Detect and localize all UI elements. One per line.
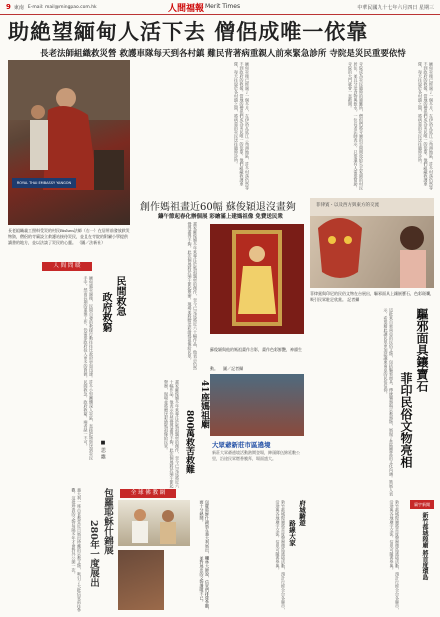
buddhist-photo bbox=[118, 500, 190, 546]
festival-body: 新莊大眾爺遶境活動熱鬧登場，陣頭隊伍綿延數公里，沿途民眾燃香膜拜，場面盛大。 bbox=[212, 450, 300, 461]
art-subhead: 鑄午節起春化辦個展 彩繪滿上建媽祖像 免費送民衆 bbox=[158, 214, 283, 220]
sidebar-headline-2: 政府救窮 bbox=[100, 292, 111, 332]
monk-photo-art bbox=[8, 60, 130, 225]
art-caption-box bbox=[210, 336, 304, 371]
mazu-painting-art bbox=[210, 224, 304, 334]
masthead bbox=[0, 0, 440, 15]
festival-photo bbox=[210, 374, 304, 436]
bottom-tag: 廟宇新聞 bbox=[410, 500, 434, 509]
mask-caption bbox=[310, 291, 434, 303]
buddhist-body: 義大利一座古老教堂近日展出珍藏的宗教文物，吸引了大批信眾前往參觀，這批珍貴的文物每隔多年才會對外公開一次。 bbox=[71, 488, 82, 612]
monk-photo bbox=[8, 60, 130, 225]
main-headline: 助絶望緬甸人活下去 僧侶成唯一依靠 bbox=[8, 19, 369, 44]
bottom-body-2: 新竹都城隍廟將首度舉辦環島遶境活動，預計行經全台各縣市，沿途與各地廟宇交流，信眾可隨香參與。 bbox=[389, 500, 400, 612]
sidebar-author: ■ 思 維 bbox=[100, 440, 106, 460]
email-link[interactable]: E-mail: mail@mingpao.com.hk bbox=[27, 4, 97, 10]
newspaper-logo-sub: Merit Times bbox=[205, 3, 241, 10]
art-side-head-2: 800萬救苦救難 bbox=[184, 410, 194, 474]
sidebar-headline-1: 民間救急 bbox=[114, 276, 125, 316]
page-number: 9 bbox=[6, 3, 11, 11]
festival-headline: 大眾爺新莊市區遶境 bbox=[212, 441, 271, 449]
art-body-2: 畫家蘇俊穎多年來專注於媽祖題材的創作，至今已完成將近六十幅作品，他表示仍然覺得畫得不夠。此次個展將於端午節起舉辦，現場並將贈送彩繪媽祖像給民眾。 bbox=[164, 380, 180, 488]
newspaper-logo: 人間福報 bbox=[168, 4, 205, 14]
art-headline: 創作媽祖畫近60幅 蘇俊穎退沒畫夠 bbox=[140, 202, 296, 213]
bottom-body: 新竹都城隍廟將首度舉辦環島遶境活動，預計行經全台各縣市，沿途與各地廟宇交流，信眾可隨香參與。 bbox=[275, 500, 286, 612]
art-body-1: 畫家蘇俊穎多年來專注於媽祖題材的創作，至今已完成將近六十幅作品，他表示仍然覺得畫得不夠。此次個展將於端午節起舉辦，現場並將贈送彩繪媽祖像給民眾。 bbox=[187, 222, 198, 370]
mazu-painting-photo bbox=[210, 224, 304, 334]
section-name: 東南 bbox=[13, 4, 24, 11]
mask-headline-1: 驅邪面具鑲寶石 bbox=[415, 308, 429, 392]
buddhist-caption: 包羅耶穌什錦展在義大利展出，場面十分熱鬧。 bbox=[199, 500, 210, 560]
buddhist-caption-2: 康林大師說，信眾們排隊參觀，並對展出的文物讚嘆不已。 bbox=[199, 556, 210, 612]
buddhist-photo-art bbox=[118, 500, 190, 546]
sidebar-tag-buddhist: 全 球 佛 教 網 bbox=[120, 489, 176, 498]
art-caption: 蘇俊穎與他的媽祖畫作合影，畫作色彩鮮艷，神韻生動。 bbox=[210, 347, 302, 371]
mask-photo-art bbox=[310, 198, 434, 288]
main-body-col-1: 緬甸災後已經過了一個多月，在伊洛瓦底江三角洲地區，許多村落仍然等不到政府的救援。當地的僧侶們成為災民唯一的依靠，他們組織救護車隊，每天往返於各村鎮之間，將病重的災民送往臨時診所。 bbox=[234, 62, 250, 190]
mask-caption-text: 菲律賓與印尼的民俗文物在台展出，驅邪面具上鑲嵌寶石，色彩斑斕，吸引民眾駐足欣賞。 bbox=[310, 291, 434, 302]
issue-date: 中華民國九十七年六月四日 星期三 bbox=[357, 5, 434, 11]
sidebar-tag-renjian: 人 間 問 暖 bbox=[42, 262, 92, 271]
embassy-sign: ROYAL THAI EMBASSY YANGON bbox=[12, 178, 76, 188]
art-side-head-1: 41座媽祖廟 bbox=[199, 380, 209, 429]
main-photo-caption-text: 長老組織義工照料受災的村民Bishen法師（右一）在居所前發放救災物資，僧侶的寺廟設立救護站接待災民，並且在寺院的附屬小學提供讀書的地方，並以法談了災民的心靈。 bbox=[8, 228, 130, 245]
main-subheadline: 長老法師組織救災營 救護車隊每天到各村鎮 難民背著病重親人前來緊急診所 寺院是災民重要依恃 bbox=[40, 49, 406, 59]
buddhist-headline-2: 280年一度展出 bbox=[88, 520, 99, 588]
buddhist-headline-1: 包羅耶穌什錦展 bbox=[102, 488, 113, 555]
mask-body: 這批來自東南亞的民俗文物，包括驅邪面具、傳統樂器與宗教器物，展現了當地豐富的文化內涵。策展人表示，希望藉此讓民眾更加認識東南亞的民俗信仰。 bbox=[383, 308, 394, 496]
main-body-col-3: 緬甸災後已經過了一個多月，在伊洛瓦底江三角洲地區，許多村落仍然等不到政府的救援。當地的僧侶們成為災民唯一的依靠，他們組織救護車隊，每天往返於各村鎮之間，將病重的災民送往臨時診所。 bbox=[418, 62, 434, 190]
bottom-side-head: 新竹都城隍廟 將首度環島 bbox=[421, 512, 428, 581]
main-photo-credit: （圖／法新社） bbox=[77, 240, 106, 245]
mask-credit: 記者攝 bbox=[347, 297, 360, 302]
bottom-headline-1: 府城騎遊 bbox=[298, 500, 306, 526]
sidebar-body: 緬甸風災過後，民間自發的救援行動往往比政府更加迅速。許多小型團體深入災區，直接把物資送到災民手中。然而長期的重建工作，仍需要政府投入更多的資源。民間救急，政府救窮，兩者缺一不可。 bbox=[83, 276, 94, 460]
main-photo-caption bbox=[8, 228, 130, 246]
buddhist-photo-2 bbox=[118, 550, 164, 610]
main-body-col-2: 寺院成為災民臨時的避難所，僧侶們將寺廟的空間開放給失去家園的村民居住，並且分送食物與飲水。一位長老法師表示，只要還有人需要幫助，寺院的大門就會一直敞開。 bbox=[348, 62, 364, 190]
art-credit: 圖／記者攝 bbox=[223, 366, 244, 371]
bottom-headline-2: 路線大家 bbox=[288, 520, 296, 546]
mask-photo bbox=[310, 198, 434, 288]
mask-banner: 菲律賓・以及西方與東方的交流 bbox=[316, 203, 379, 208]
mask-headline-2: 菲印民俗文物亮相 bbox=[399, 372, 413, 468]
